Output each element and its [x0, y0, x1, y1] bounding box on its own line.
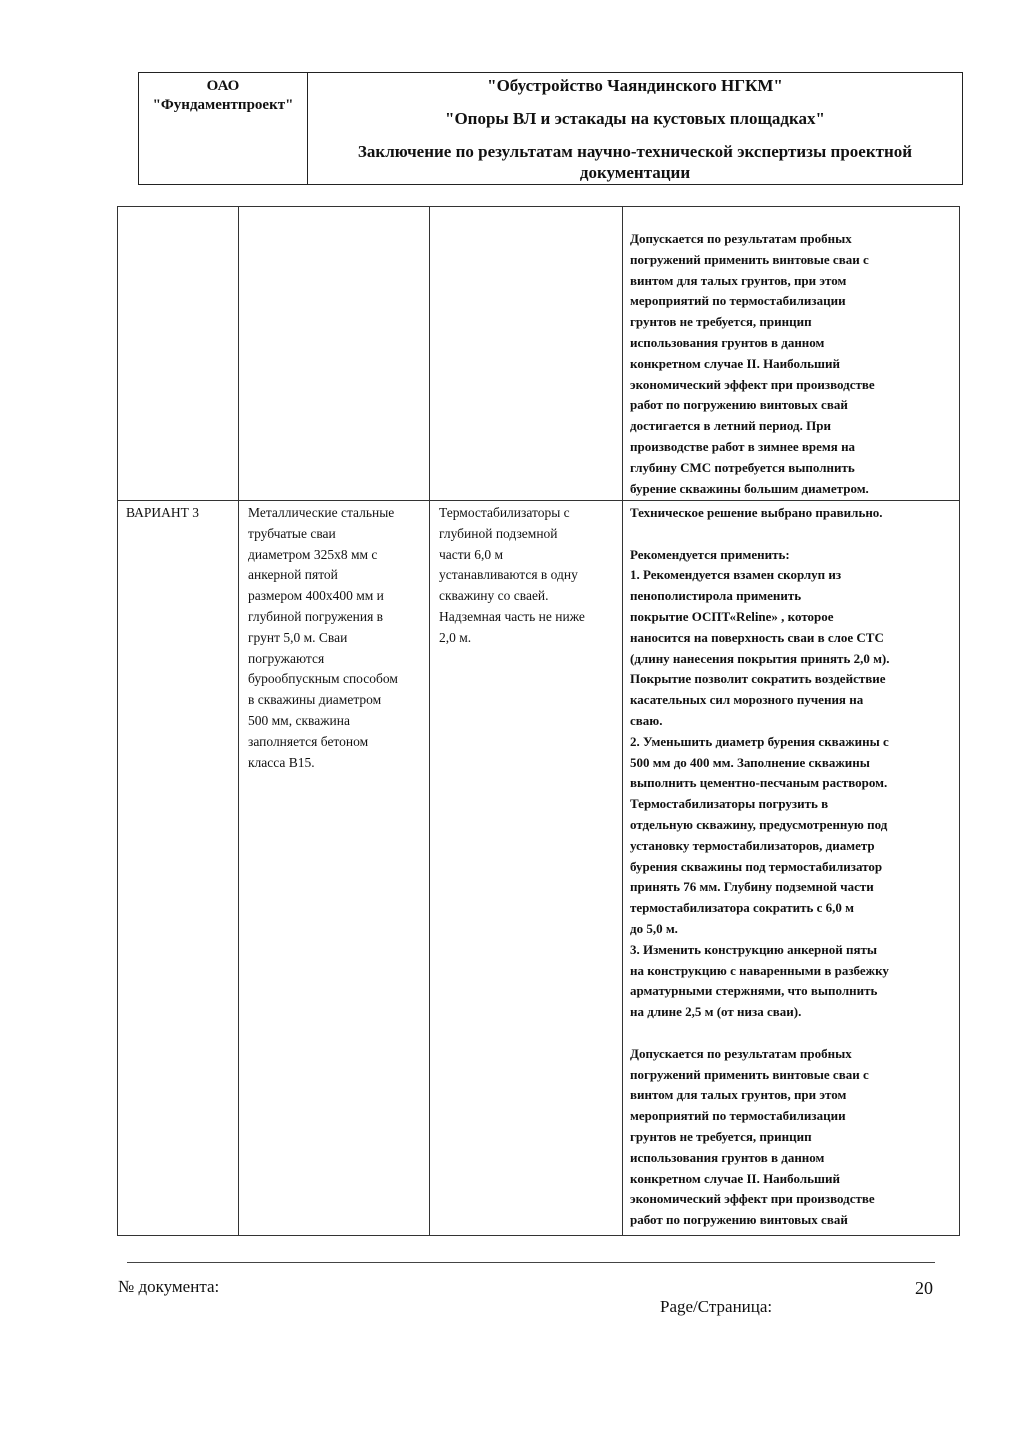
text-line: использования грунтов в данном: [630, 334, 825, 350]
column-divider: [622, 207, 623, 1235]
text-line: размером 400х400 мм и: [248, 588, 384, 604]
org-line-2: "Фундаментпроект": [152, 97, 294, 113]
text-line: анкерной пятой: [248, 567, 338, 583]
text-line: бурения скважины под термостабилизатор: [630, 858, 883, 874]
text-line: Техническое решение выбрано правильно.: [630, 505, 883, 520]
pile-description: [248, 503, 428, 773]
text-line: наносится на поверхность сваи в слое СТС: [630, 629, 884, 645]
text-line: на конструкцию с наваренными в разбежку: [630, 962, 889, 978]
text-line: трубчатые сваи: [248, 525, 336, 541]
organization-cell: [139, 73, 308, 184]
text-line: покрытие ОСПТ«Reline» , которое: [630, 608, 834, 624]
text-line: Допускается по результатам пробных: [630, 1045, 852, 1061]
text-line: грунтов не требуется, принцип: [630, 1128, 812, 1144]
text-line: погружений применить винтовые сваи с: [630, 251, 869, 267]
text-line: сваю.: [630, 712, 663, 728]
text-line: 2. Уменьшить диаметр бурения скважины с: [630, 733, 889, 749]
titles-cell: [308, 73, 962, 184]
text-line: 500 мм, скважина: [248, 712, 350, 728]
column-divider: [238, 207, 239, 1235]
text-line: арматурными стержнями, что выполнить: [630, 983, 878, 999]
document-number-label: № документа:: [118, 1277, 220, 1296]
text-line: принять 76 мм. Глубину подземной части: [630, 879, 874, 895]
text-line: термостабилизатора сократить с 6,0 м: [630, 900, 854, 916]
text-line: грунтов не требуется, принцип: [630, 314, 812, 330]
text-line: винтом для талых грунтов, при этом: [630, 272, 847, 288]
text-line: диаметром 325х8 мм с: [248, 546, 378, 562]
page-label: Page/Страница:: [660, 1297, 773, 1316]
project-title: "Обустройство Чаяндинского НГКМ": [487, 76, 783, 95]
text-line: 500 мм до 400 мм. Заполнение скважины: [630, 754, 870, 770]
text-line: глубину СМС потребуется выполнить: [630, 459, 855, 475]
text-line: касательных сил морозного пучения на: [630, 692, 864, 708]
text-line: погружений применить винтовые сваи с: [630, 1066, 869, 1082]
text-line: в скважины диаметром: [248, 692, 382, 708]
text-line: отдельную скважину, предусмотренную под: [630, 816, 888, 832]
text-line: пенополистирола применить: [630, 588, 802, 604]
text-line: Рекомендуется применить:: [630, 546, 790, 562]
text-line: класса В15.: [248, 754, 315, 770]
text-line: работ по погружению винтовых свай: [630, 397, 848, 413]
text-line: использования грунтов в данном: [630, 1149, 825, 1165]
text-line: погружаются: [248, 650, 325, 666]
text-line: бурообпускным способом: [248, 671, 398, 687]
text-line: на длине 2,5 м (от низа сваи).: [630, 1004, 802, 1020]
text-line: Допускается по результатам пробных: [630, 231, 852, 246]
text-line: до 5,0 м.: [630, 920, 678, 936]
column-divider: [429, 207, 430, 1235]
text-line: Металлические стальные: [248, 505, 395, 520]
expertise-table: [117, 206, 960, 1236]
page-number: 20: [915, 1278, 933, 1298]
text-line: грунт 5,0 м. Сваи: [248, 629, 348, 645]
text-line: мероприятий по термостабилизации: [630, 293, 846, 309]
text-line: скважину со сваей.: [439, 588, 549, 604]
text-line: устанавливаются в одну: [439, 567, 578, 583]
text-line: экономический эффект при производстве: [630, 376, 875, 392]
text-line: 3. Изменить конструкцию анкерной пяты: [630, 941, 878, 957]
text-line: части 6,0 м: [439, 546, 504, 562]
object-title: "Опоры ВЛ и эстакады на кустовых площадках": [445, 109, 825, 128]
row-divider: [118, 500, 959, 501]
text-line: 2,0 м.: [439, 629, 472, 645]
text-line: глубиной подземной: [439, 525, 558, 541]
footer-divider: [127, 1262, 935, 1263]
text-line: выполнить цементно-песчаным раствором.: [630, 775, 888, 791]
text-line: производстве работ в зимнее время на: [630, 438, 856, 454]
text-line: бурение скважины большим диаметром.: [630, 480, 869, 496]
text-line: заполняется бетоном: [248, 733, 369, 749]
text-line: Покрытие позволит сократить воздействие: [630, 671, 886, 687]
text-line: глубиной погружения в: [248, 608, 384, 624]
text-line: винтом для талых грунтов, при этом: [630, 1087, 847, 1103]
variant-label: ВАРИАНТ 3: [126, 505, 200, 520]
document-header: [138, 72, 963, 185]
text-line: (длину нанесения покрытия принять 2,0 м).: [630, 650, 890, 666]
text-line: конкретном случае II. Наибольший: [630, 355, 840, 371]
text-line: работ по погружению винтовых свай: [630, 1212, 848, 1228]
row1-conclusion: [630, 229, 960, 499]
org-line-1: ОАО: [206, 78, 240, 94]
row2-conclusion: [630, 503, 960, 1231]
text-line: 1. Рекомендуется взамен скорлуп из: [630, 567, 842, 583]
document-title: Заключение по результатам научно-технической экспертизы проектной документации: [357, 142, 913, 182]
text-line: установку термостабилизаторов, диаметр: [630, 837, 875, 853]
text-line: Термостабилизаторы погрузить в: [630, 796, 829, 812]
text-line: конкретном случае II. Наибольший: [630, 1170, 840, 1186]
text-line: экономический эффект при производстве: [630, 1191, 875, 1207]
thermostabilizer-description: [439, 503, 622, 649]
text-line: Термостабилизаторы с: [439, 505, 570, 520]
text-line: Надземная часть не ниже: [439, 608, 585, 624]
text-line: достигается в летний период. При: [630, 418, 831, 434]
text-line: мероприятий по термостабилизации: [630, 1108, 846, 1124]
